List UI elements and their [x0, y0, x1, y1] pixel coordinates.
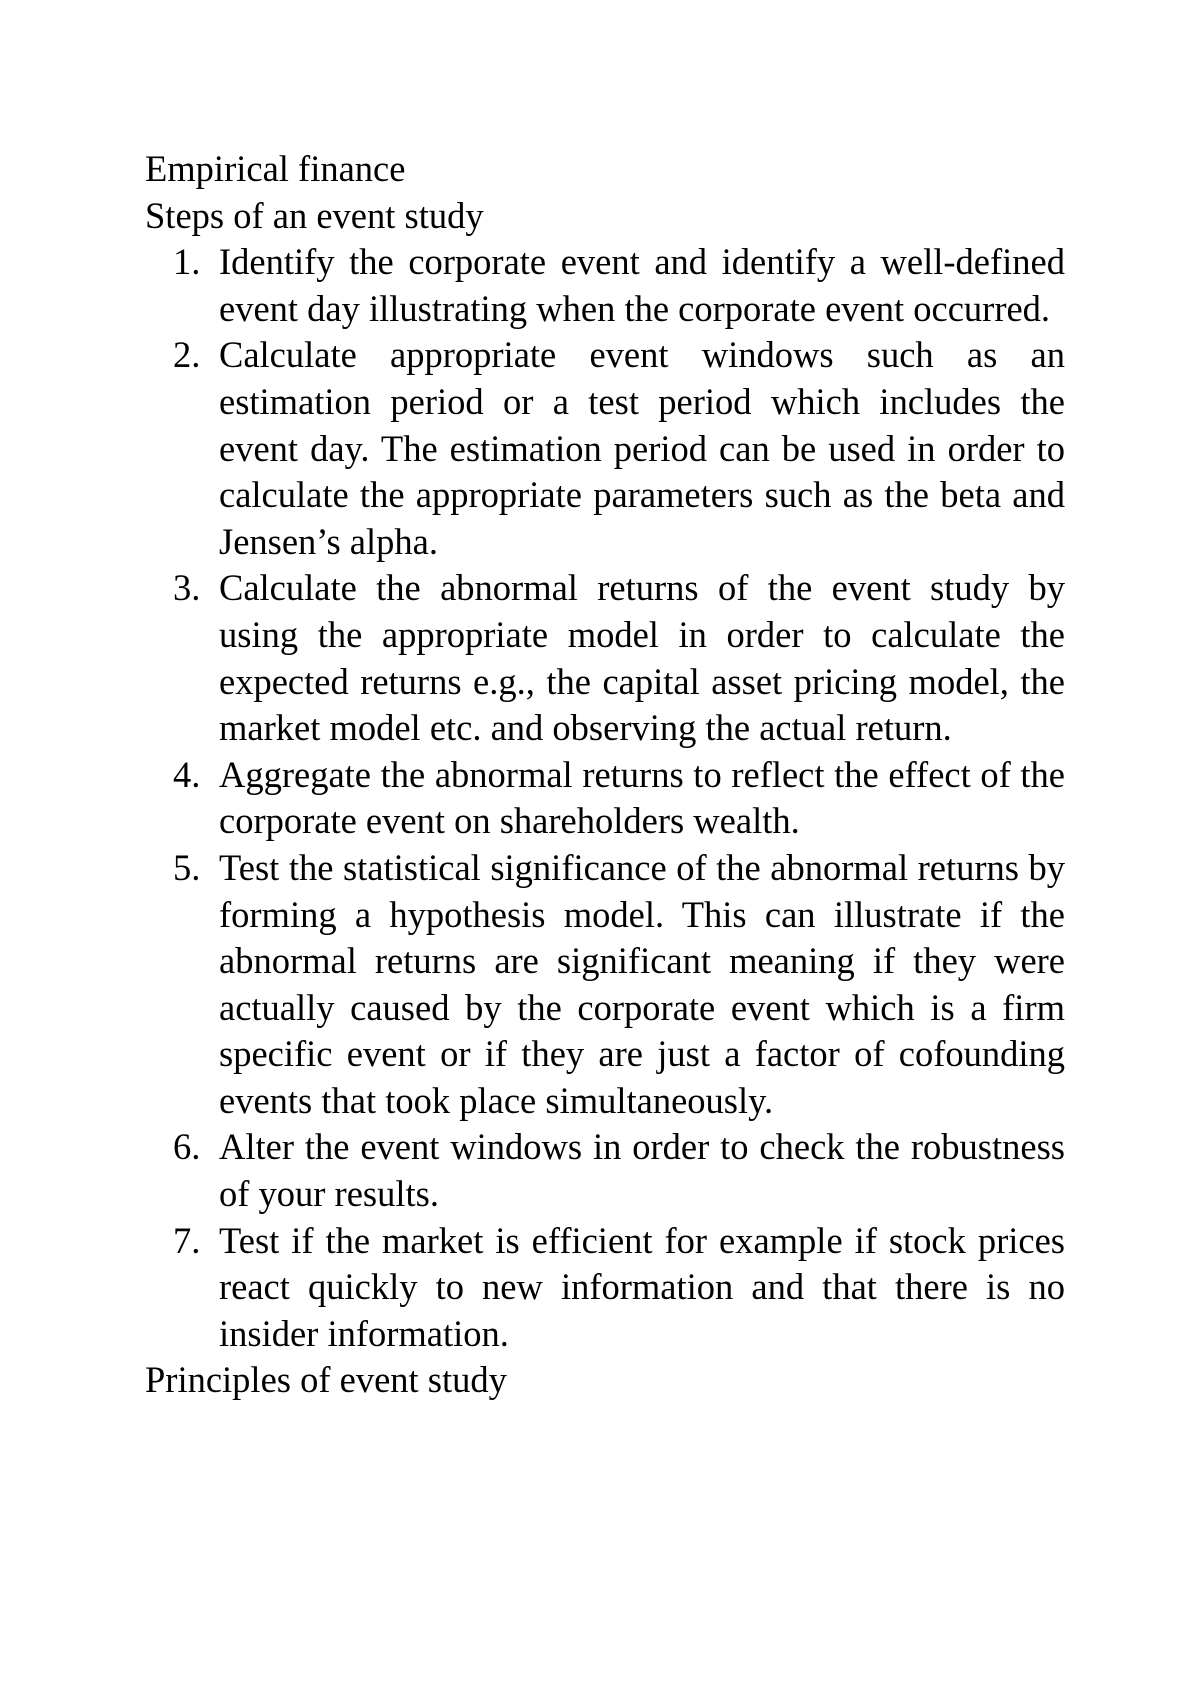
- list-item-text: Test if the market is efficient for example if stock prices react quickly to new information and that there is no insider information.: [219, 1219, 1065, 1354]
- list-item-number: 3.: [173, 567, 201, 609]
- list-item-number: 5.: [173, 846, 201, 888]
- section-heading: Steps of an event study: [145, 194, 484, 236]
- next-section-heading: Principles of event study: [145, 1359, 507, 1401]
- list-item-number: 7.: [173, 1219, 201, 1261]
- list-item-number: 6.: [173, 1126, 201, 1168]
- list-item: [145, 565, 1065, 751]
- list-item-text: Test the statistical significance of the abnormal returns by forming a hypothesis model. This can illustrate if the abnormal returns are significant meaning if they were actually caused by the corporate event which is a firm specific event or if they are just a factor of cofounding events that took place simultaneously.: [219, 846, 1065, 1121]
- list-item: [145, 1124, 1065, 1217]
- list-item: [145, 1218, 1065, 1358]
- list-item: [145, 239, 1065, 332]
- list-item-text: Identify the corporate event and identify a well-defined event day illustrating when the corporate event occurred.: [219, 241, 1065, 329]
- list-item-text: Aggregate the abnormal returns to reflect the effect of the corporate event on shareholders wealth.: [219, 753, 1065, 842]
- list-item: [145, 332, 1065, 565]
- list-item: [145, 845, 1065, 1125]
- document-page: [145, 146, 1065, 1404]
- steps-list: [145, 239, 1065, 1357]
- list-item-text: Calculate the abnormal returns of the event study by using the appropriate model in order to calculate the expected returns e.g., the capital asset pricing model, the market model etc. and observing the actual return.: [219, 567, 1065, 749]
- list-item-text: Calculate appropriate event windows such as an estimation period or a test period which includes the event day. The estimation period can be used in order to calculate the appropriate parameters such as the beta and Jensen’s alpha.: [219, 334, 1065, 562]
- list-item: [145, 752, 1065, 845]
- list-item-number: 2.: [173, 334, 201, 376]
- list-item-number: 1.: [173, 241, 201, 283]
- document-title: Empirical finance: [145, 148, 406, 189]
- list-item-number: 4.: [173, 753, 201, 795]
- list-item-text: Alter the event windows in order to check the robustness of your results.: [219, 1126, 1065, 1215]
